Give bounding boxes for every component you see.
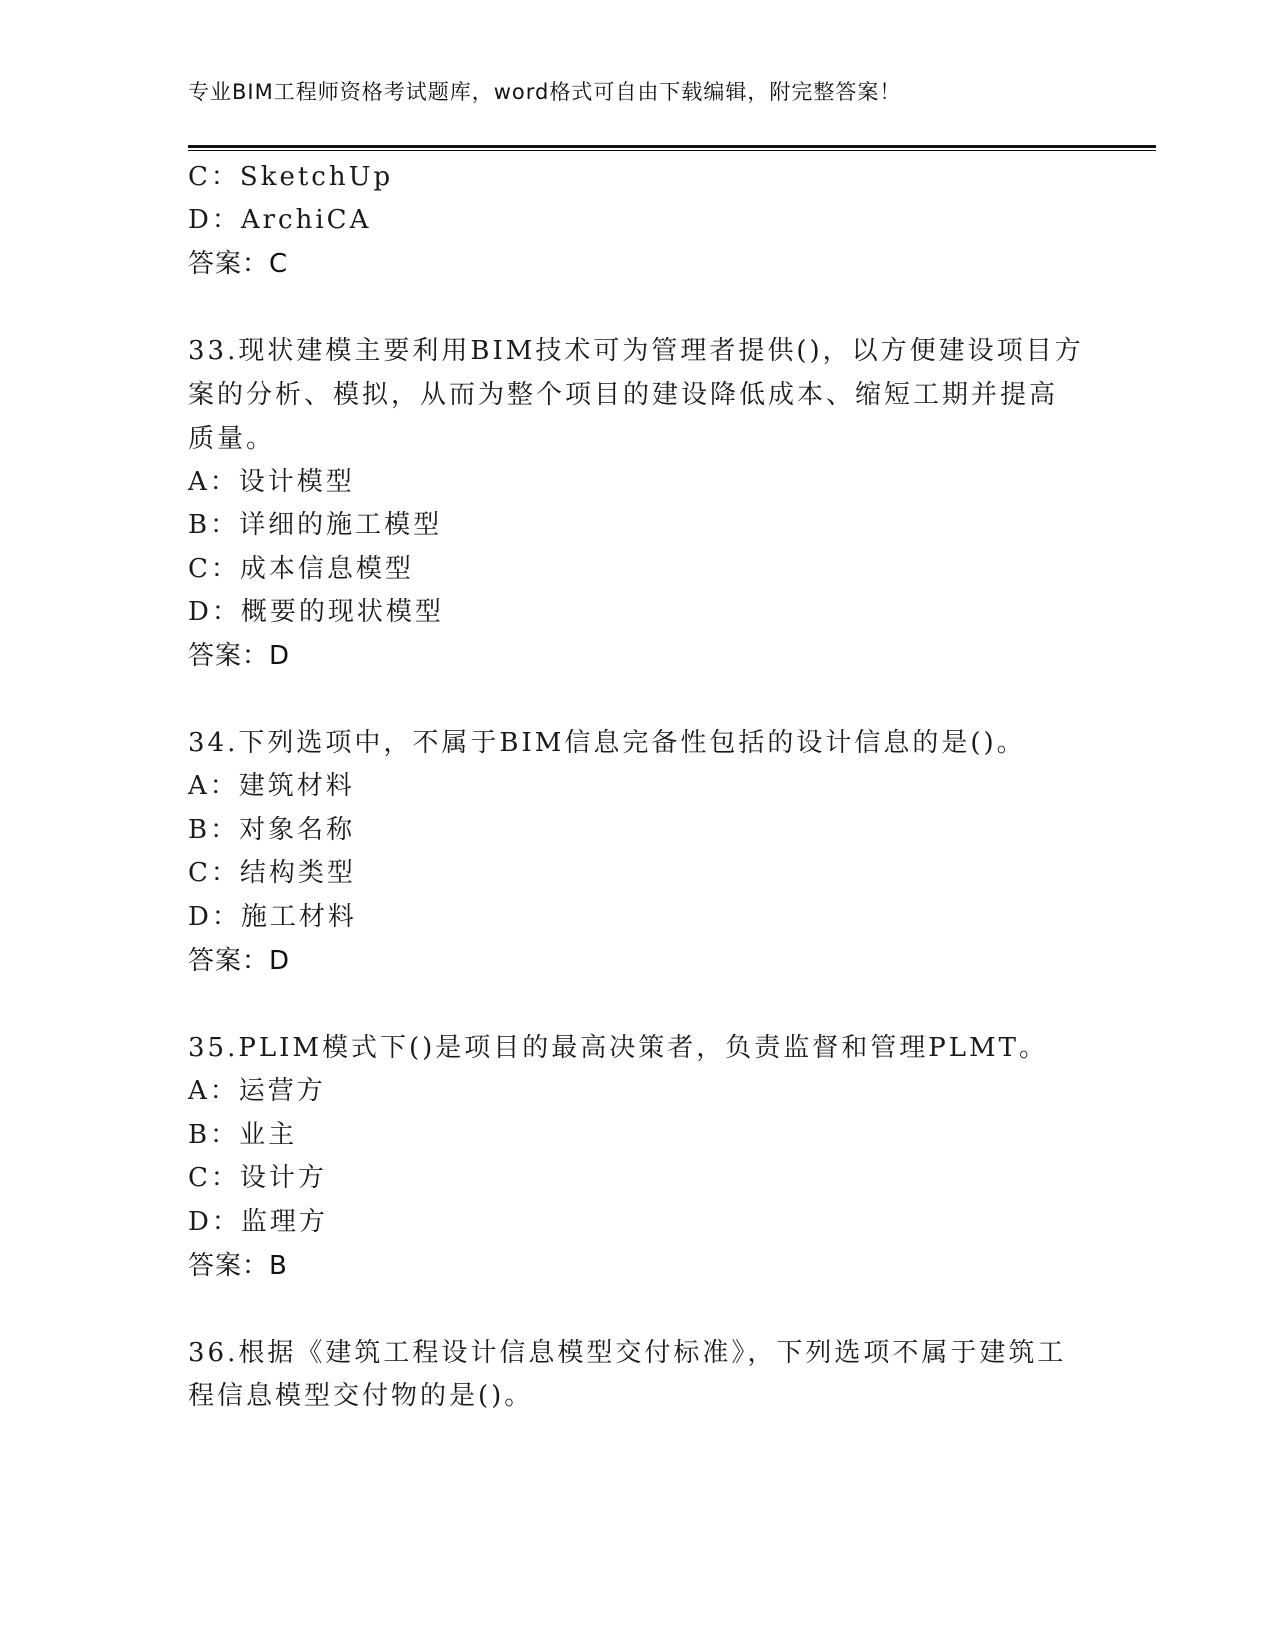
header-divider-thick — [188, 145, 1156, 148]
question-34-option-b: B：对象名称 — [188, 815, 356, 845]
header-divider-thin — [188, 150, 1156, 151]
question-35-option-b: B：业主 — [188, 1120, 298, 1150]
question-34-option-a: A：建筑材料 — [188, 771, 355, 801]
question-34-option-d: D：施工材料 — [188, 902, 357, 932]
question-33-answer: 答案：D — [188, 641, 291, 671]
question-35-stem-line-1: 35.PLIM模式下()是项目的最高决策者，负责监督和管理PLMT。 — [188, 1033, 1049, 1063]
question-35-option-d: D：监理方 — [188, 1207, 328, 1237]
question-33-stem-line-3: 质量。 — [188, 424, 276, 454]
question-33-stem-line-2: 案的分析、模拟，从而为整个项目的建设降低成本、缩短工期并提高 — [188, 380, 1059, 410]
question-35-answer: 答案：B — [188, 1251, 288, 1281]
question-36-stem-line-1: 36.根据《建筑工程设计信息模型交付标准》，下列选项不属于建筑工 — [188, 1338, 1067, 1368]
question-33-stem-line-1: 33.现状建模主要利用BIM技术可为管理者提供()，以方便建设项目方 — [188, 336, 1084, 366]
question-36-stem-line-2: 程信息模型交付物的是()。 — [188, 1381, 534, 1411]
question-33-option-c: C：成本信息模型 — [188, 554, 414, 584]
question-34-stem-line-1: 34.下列选项中，不属于BIM信息完备性包括的设计信息的是()。 — [188, 728, 1026, 758]
question-35-option-a: A：运营方 — [188, 1076, 326, 1106]
option-d: D：ArchiCA — [188, 205, 372, 235]
question-33-option-a: A：设计模型 — [188, 467, 355, 497]
question-35-option-c: C：设计方 — [188, 1163, 327, 1193]
answer-line: 答案：C — [188, 249, 289, 279]
page-header: 专业BIM工程师资格考试题库，word格式可自由下载编辑，附完整答案！ — [188, 80, 902, 104]
question-33-option-d: D：概要的现状模型 — [188, 597, 444, 627]
option-c: C：SketchUp — [188, 162, 394, 192]
question-34-answer: 答案：D — [188, 946, 291, 976]
question-34-option-c: C：结构类型 — [188, 858, 356, 888]
question-33-option-b: B：详细的施工模型 — [188, 510, 443, 540]
